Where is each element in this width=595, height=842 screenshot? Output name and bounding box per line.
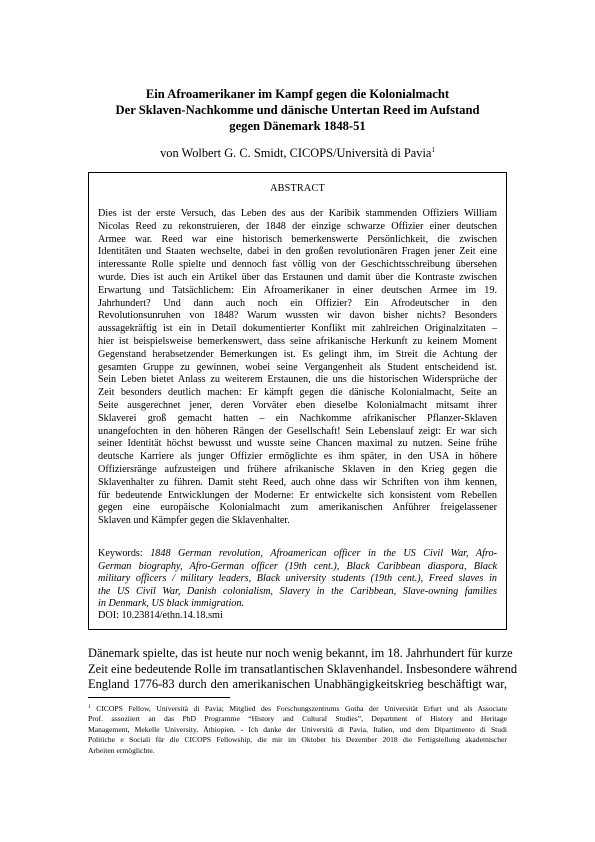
text-line: Gegenstand herabsetzender Bemerkungen ist. Es gelingt ihm, im Streit die Achtung der — [98, 348, 497, 360]
text-line: Seite ausgerechnet jener, deren Vorväter eben dieselbe Kolonialmacht mitsamt ihrer — [98, 399, 497, 411]
text-line: Management, Mekelle University, Äthiopien. - Ich danke der Università di Pavia, Italien, und dem Dipartimento di Studi — [88, 724, 507, 734]
text-line: Sein Leben bietet Anlass zu weiterem Erstaunen, die uns die historischen Widersprüche der — [98, 374, 497, 386]
text-line: military officers / military leaders, Black university students (19th cent.), Freed slaves in — [98, 573, 497, 585]
text-line: the US Civil War, Danish colonialism, Slavery in the Caribbean, Slave-owning families — [98, 585, 497, 597]
text-line: Jahrhundert? Und dann auch noch ein Offizier? Ein Afrodeutscher in den — [98, 297, 497, 309]
footnote — [88, 702, 507, 756]
keywords — [98, 548, 497, 611]
text-line: Sklavenhalter zu führen. Damit steht Reed, auch ohne dass wir Schriften von ihm kennen, — [98, 476, 497, 488]
footnote-mark: 1 — [88, 704, 91, 710]
text-line: Arbeiten ermöglichte. — [88, 745, 155, 755]
doi-link[interactable]: DOI: 10.23814/ethn.14.18.smi — [98, 610, 223, 621]
text-line: gegen eine europäische Kolonialmacht zum amerikanischen Anführer freigelassener — [98, 502, 497, 514]
text-line: interessante Rolle spielte und dennoch fast völlig von der Geschichtsschreibung übersehen — [98, 259, 497, 271]
text-line: Politiche e Sociali für die CICOPS Fellowship, die mir im Oktober bis Dezember 2018 die Fertigstellung akademischer — [88, 735, 507, 745]
text-line: wurde. Dies ist auch ein Artikel über das Erstaunen und damit über die Kontraste zwischen — [98, 271, 497, 283]
text-line: Identitäten und Staaten wechselte, dabei in den großen revolutionären Fragen jener Zeit eine — [98, 246, 497, 258]
title-line-3: gegen Dänemark 1848-51 — [229, 119, 366, 133]
text-line: gesamten Gruppe zu gewinnen, wobei seine Vergangenheit als Student entscheidend ist. — [98, 361, 497, 373]
text-line: Revolutionsunruhen von 1848? Warum wussten wir davon bisher nichts? Besonders — [98, 310, 497, 322]
text-line: Dies ist der erste Versuch, das Leben des aus der Karibik stammenden Offiziers William — [98, 208, 497, 219]
article-title — [60, 86, 535, 134]
text-line: Prof. assoziiert an das PhD Programme “History and Cultural Studies”, Department of History and Heritage — [88, 714, 507, 724]
body-paragraph — [88, 646, 518, 693]
author-text: von Wolbert G. C. Smidt, CICOPS/Università di Pavia — [160, 146, 432, 160]
text-line: aussagekräftig ist ein in Detail dokumentierter Konflikt mit zahlreichen Originalzitaten – — [98, 323, 497, 335]
text-line: seiner Identität höchst bewusst und wusste seine Chancen maximal zu nutzen. Seine frühe — [98, 438, 497, 450]
text-line: Sklaven und Kämpfer gegen die Sklavenhalter. — [98, 515, 290, 527]
text-line: Zeit besonders deutlich machen: Er kämpft gegen die dänische Kolonialmacht, Seite an — [98, 387, 497, 399]
text-line: Zeit eine bedeutende Rolle im transatlantischen Sklavenhandel. Insbesondere während — [88, 661, 518, 676]
text-line: Erwartung und Tatsächlichem: Ein Afroamerikaner in einer deutschen Armee im 19. — [98, 284, 497, 296]
text-line: Keywords: 1848 German revolution, Afroamerican officer in the US Civil War, Afro- — [98, 548, 497, 559]
text-line: hier ist beispielsweise bemerkenswert, dass seine afrikanische Herkunft zu keinem Moment — [98, 335, 497, 347]
text-line: deutsche Karriere als junger Offizier ermöglichte es ihm später, in den USA in höhere — [98, 451, 497, 463]
keywords-label: Keywords: — [98, 548, 151, 559]
text-line: Sklaverei groß gemacht hatten – ein Nachkomme afrikanischer Pflanzer-Sklaven — [98, 412, 497, 424]
title-line-1: Ein Afroamerikaner im Kampf gegen die Kolonialmacht — [145, 87, 450, 101]
abstract-heading: ABSTRACT — [270, 183, 325, 194]
text-line: German biography, Afro-German officer (19th cent.), Black Caribbean diaspora, Black — [98, 560, 497, 572]
text-line: für bedeutende Entwicklungen der Moderne: Er entwickelte sich konsistent vom Rebellen — [98, 489, 497, 501]
text-line: Offiziersränge aufzusteigen und frühere afrikanische Sklaven in den Krieg gegen die — [98, 463, 497, 475]
text-line: England 1776-83 durch den amerikanischen Unabhängigkeitskrieg beschäftigt war, — [88, 677, 507, 692]
footnote-divider — [88, 697, 230, 698]
footnote-reference[interactable]: 1 — [431, 146, 435, 154]
text-line: in Denmark, US black immigration. — [98, 598, 245, 610]
text-line: unangefochten in den höheren Rängen der Gesellschaft! Sein Lebenslauf zeigt: Er war sich — [98, 425, 497, 437]
text-line: Dänemark spielte, das ist heute nur noch wenig bekannt, im 18. Jahrhundert für kurze — [88, 646, 513, 660]
text-line: Armee war. Reed war eine historisch bemerkenswerte Persönlichkeit, die zwischen — [98, 233, 497, 245]
author-byline — [60, 146, 535, 161]
title-line-2: Der Sklaven-Nachkomme und dänische Untertan Reed im Aufstand — [115, 103, 480, 117]
text-line: Nicolas Reed zu rekonstruieren, der 1848 der einzige schwarze Offizier einer deutschen — [98, 220, 497, 232]
abstract-text — [98, 208, 497, 528]
abstract-box — [88, 172, 507, 630]
text-line: $^1$ CICOPS Fellow, Università di Pavia; Mitglied des Forschungszentrums Gotha der Universität Erfurt und als Associate — [88, 704, 507, 713]
